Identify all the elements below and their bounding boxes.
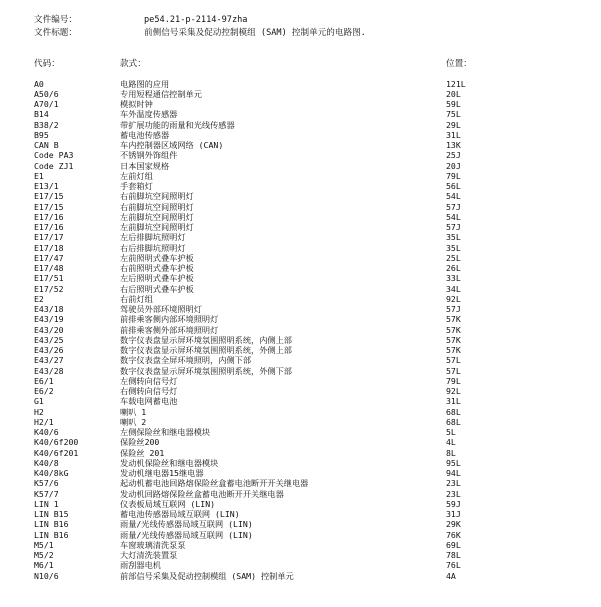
component-position: 25J [446, 150, 461, 161]
table-row [0, 355, 601, 365]
component-code: E17/52 [34, 283, 64, 294]
component-position: 31L [446, 129, 461, 140]
component-position: 57K [446, 334, 461, 345]
table-row [0, 407, 601, 417]
component-code: Code PA3 [34, 150, 74, 161]
table-row [0, 191, 601, 201]
component-description: 车内控制器区域网络 (CAN) [120, 140, 224, 150]
component-position: 26L [446, 263, 461, 273]
component-code: E6/2 [34, 386, 54, 396]
component-position: 57K [446, 314, 461, 325]
component-description: 数字仪表盘显示屏环境氛围照明系统，外侧上部 [120, 345, 292, 355]
component-position: 25L [446, 252, 461, 263]
component-description: 保险丝 201 [120, 447, 165, 458]
component-code: E17/16 [34, 222, 64, 232]
component-code: A0 [34, 78, 44, 89]
component-code: LIN B16 [34, 529, 69, 540]
component-description: 仪表板局域互联网 (LIN) [120, 498, 216, 509]
table-row [0, 509, 601, 519]
component-position: 4L [446, 437, 456, 448]
table-row [0, 109, 601, 119]
component-code: M5/2 [34, 550, 54, 560]
component-description: 发动机继电器15继电器 [120, 468, 204, 478]
component-code: Code ZJ1 [34, 160, 74, 171]
table-row [0, 489, 601, 499]
component-description: 发动机回路熔保险丝盒蓄电池断开开关继电器 [120, 488, 284, 499]
component-code: E17/16 [34, 211, 64, 222]
component-description: 左前照明式叠车护板 [120, 252, 194, 263]
component-code: H2 [34, 406, 44, 417]
component-position: 92L [446, 386, 461, 396]
component-description: 右后照明式叠车护板 [120, 283, 194, 294]
table-row [0, 458, 601, 468]
component-description: 左后排脚坑照明灯 [120, 232, 186, 243]
component-position: 78L [446, 550, 461, 560]
component-description: 日本国家规格 [120, 160, 170, 171]
component-position: 54L [446, 211, 461, 222]
table-row [0, 345, 601, 355]
component-description: 前排乘客侧内部环境照明灯 [120, 314, 219, 325]
component-description: 带扩展功能的雨量和光线传感器 [120, 119, 235, 130]
component-position: 95L [446, 457, 461, 468]
component-description: 右前脚坑空间照明灯 [120, 201, 194, 212]
component-description: 右前照明式叠车护板 [120, 263, 194, 273]
component-description: 右前脚坑空间照明灯 [120, 191, 194, 202]
component-position: 34L [446, 283, 461, 294]
component-description: 前部信号采集及促动控制模组 (SAM) 控制单元 [120, 570, 294, 581]
component-code: LIN 1 [34, 498, 59, 509]
component-code: E43/19 [34, 314, 64, 325]
component-code: E17/51 [34, 273, 64, 284]
component-description: 左前脚坑空间照明灯 [120, 222, 194, 232]
component-description: 左后照明式叠车护板 [120, 273, 194, 284]
component-code: B95 [34, 129, 49, 140]
doc-number-label: 文件编号： [34, 15, 77, 25]
table-row [0, 437, 601, 447]
component-code: LIN B15 [34, 509, 69, 519]
component-position: 59J [446, 498, 461, 509]
component-position: 75L [446, 109, 461, 120]
table-row [0, 335, 601, 345]
component-code: B14 [34, 109, 49, 120]
component-description: 右前灯组 [120, 293, 153, 304]
component-code: E43/20 [34, 324, 64, 335]
component-position: 8L [446, 447, 456, 458]
component-position: 31J [446, 509, 461, 519]
component-position: 79L [446, 375, 461, 386]
component-position: 57K [446, 345, 461, 355]
table-row [0, 376, 601, 386]
component-position: 35L [446, 242, 461, 253]
component-code: A70/1 [34, 99, 59, 109]
component-code: E17/17 [34, 232, 64, 243]
component-position: 4A [446, 570, 456, 581]
table-row [0, 284, 601, 294]
component-position: 59L [446, 99, 461, 109]
component-position: 57J [446, 304, 461, 314]
table-row [0, 468, 601, 478]
component-position: 5L [446, 427, 456, 437]
table-row [0, 263, 601, 273]
component-description: 雨刮器电机 [120, 560, 161, 571]
doc-number-value: pe54.21-p-2114-97zha [144, 15, 248, 25]
table-row [0, 314, 601, 324]
table-row [0, 304, 601, 314]
component-description: 车外温度传感器 [120, 109, 178, 120]
component-code: E43/26 [34, 345, 64, 355]
component-position: 33L [446, 273, 461, 284]
component-position: 20J [446, 160, 461, 171]
component-description: 喇叭 1 [120, 406, 147, 417]
table-row [0, 550, 601, 560]
component-code: E6/1 [34, 375, 54, 386]
component-description: 不锈钢外饰组件 [120, 150, 178, 161]
component-description: 数字仪表盘显示屏环境氛围照明系统，内侧上部 [120, 334, 292, 345]
component-position: 56L [446, 181, 461, 191]
component-position: 57J [446, 222, 461, 232]
component-code: E43/25 [34, 334, 64, 345]
component-description: 车载电网蓄电池 [120, 396, 178, 407]
table-row [0, 571, 601, 581]
table-row [0, 99, 601, 109]
table-row [0, 150, 601, 160]
table-row [0, 386, 601, 396]
component-description: 数字仪表盘全屏环境照明，内侧下部 [120, 355, 252, 366]
component-code: B38/2 [34, 119, 59, 130]
component-position: 57K [446, 324, 461, 335]
table-row [0, 140, 601, 150]
component-code: CAN B [34, 140, 59, 150]
component-code: K57/6 [34, 478, 59, 489]
table-row [0, 161, 601, 171]
table-row [0, 130, 601, 140]
component-description: 右侧转向信号灯 [120, 386, 178, 396]
component-position: 76K [446, 529, 461, 540]
component-description: 蓄电池传感器局域互联网 (LIN) [120, 509, 240, 519]
component-description: 驾驶员外部环境照明灯 [120, 304, 202, 314]
component-position: 76L [446, 560, 461, 571]
table-row [0, 448, 601, 458]
component-description: 雨量/光线传感器局域互联网 (LIN) [120, 519, 253, 530]
component-description: 保险丝200 [120, 437, 160, 448]
component-description: 起动机蓄电池回路熔保险丝盒蓄电池断开开关继电器 [120, 478, 309, 489]
component-description: 左侧转向信号灯 [120, 375, 178, 386]
component-description: 雨量/光线传感器局域互联网 (LIN) [120, 529, 253, 540]
component-code: K57/7 [34, 488, 59, 499]
component-description: 模拟时钟 [120, 99, 153, 109]
table-row [0, 530, 601, 540]
component-position: 23L [446, 488, 461, 499]
doc-title-label: 文件标题： [34, 28, 77, 38]
component-position: 54L [446, 191, 461, 202]
component-code: E43/18 [34, 304, 64, 314]
component-code: K40/6f201 [34, 447, 79, 458]
component-code: H2/1 [34, 416, 54, 427]
component-position: 35L [446, 232, 461, 243]
component-code: E17/18 [34, 242, 64, 253]
component-description: 数字仪表盘显示屏环境氛围照明系统，外侧下部 [120, 365, 292, 376]
component-position: 31L [446, 396, 461, 407]
table-row [0, 181, 601, 191]
component-position: 29L [446, 119, 461, 130]
component-description: 右后排脚坑照明灯 [120, 242, 186, 253]
table-row [0, 540, 601, 550]
table-row [0, 325, 601, 335]
component-code: A50/6 [34, 88, 59, 99]
component-code: E43/28 [34, 365, 64, 376]
component-position: 68L [446, 416, 461, 427]
component-position: 57J [446, 201, 461, 212]
component-code: E13/1 [34, 181, 59, 191]
component-description: 喇叭 2 [120, 416, 147, 427]
component-description: 手套箱灯 [120, 181, 153, 191]
component-code: E17/48 [34, 263, 64, 273]
component-position: 68L [446, 406, 461, 417]
table-row [0, 222, 601, 232]
table-row [0, 273, 601, 283]
component-description: 蓄电池传感器 [120, 129, 170, 140]
table-row [0, 253, 601, 263]
table-row [0, 89, 601, 99]
component-position: 92L [446, 293, 461, 304]
component-description: 左侧保险丝和继电器模块 [120, 427, 211, 437]
component-code: M5/1 [34, 539, 54, 550]
component-code: LIN B16 [34, 519, 69, 530]
component-description: 发动机保险丝和继电器模块 [120, 457, 219, 468]
component-description: 前排乘客侧外部环境照明灯 [120, 324, 219, 335]
component-code: M6/1 [34, 560, 54, 571]
table-row [0, 212, 601, 222]
table-row [0, 478, 601, 488]
component-code: K40/6 [34, 427, 59, 437]
table-row [0, 396, 601, 406]
column-header-position: 位置： [446, 59, 472, 69]
component-code: K40/8 [34, 457, 59, 468]
component-position: 57L [446, 365, 461, 376]
component-description: 车窗玻璃清洗泵泵 [120, 539, 186, 550]
component-description: 左前脚坑空间照明灯 [120, 211, 194, 222]
component-description: 大灯清洗装置泵 [120, 550, 178, 560]
legend-table [0, 79, 601, 581]
table-row [0, 294, 601, 304]
table-row [0, 232, 601, 242]
component-position: 13K [446, 140, 461, 150]
component-code: E43/27 [34, 355, 64, 366]
table-row [0, 171, 601, 181]
table-row [0, 120, 601, 130]
column-header-description: 款式： [120, 59, 146, 69]
table-row [0, 499, 601, 509]
table-row [0, 519, 601, 529]
component-position: 79L [446, 170, 461, 181]
component-position: 20L [446, 88, 461, 99]
table-row [0, 79, 601, 89]
component-code: E17/15 [34, 191, 64, 202]
table-row [0, 417, 601, 427]
component-position: 29K [446, 519, 461, 530]
component-code: E2 [34, 293, 44, 304]
component-code: K40/6f200 [34, 437, 79, 448]
column-header-code: 代码： [34, 59, 60, 69]
component-code: N10/6 [34, 570, 59, 581]
component-code: K40/8kG [34, 468, 69, 478]
component-description: 专用短程通信控制单元 [120, 88, 202, 99]
component-code: E17/47 [34, 252, 64, 263]
doc-title-value: 前侧信号采集及促动控制模组 (SAM) 控制单元的电路图. [144, 28, 366, 38]
component-position: 121L [446, 78, 466, 89]
component-code: E1 [34, 170, 44, 181]
table-row [0, 202, 601, 212]
table-row [0, 366, 601, 376]
component-position: 69L [446, 539, 461, 550]
component-position: 94L [446, 468, 461, 478]
table-row [0, 560, 601, 570]
component-description: 电路图的应用 [120, 78, 170, 89]
component-position: 23L [446, 478, 461, 489]
component-position: 57L [446, 355, 461, 366]
component-code: G1 [34, 396, 44, 407]
table-row [0, 427, 601, 437]
table-row [0, 243, 601, 253]
component-code: E17/15 [34, 201, 64, 212]
component-description: 左前灯组 [120, 170, 153, 181]
